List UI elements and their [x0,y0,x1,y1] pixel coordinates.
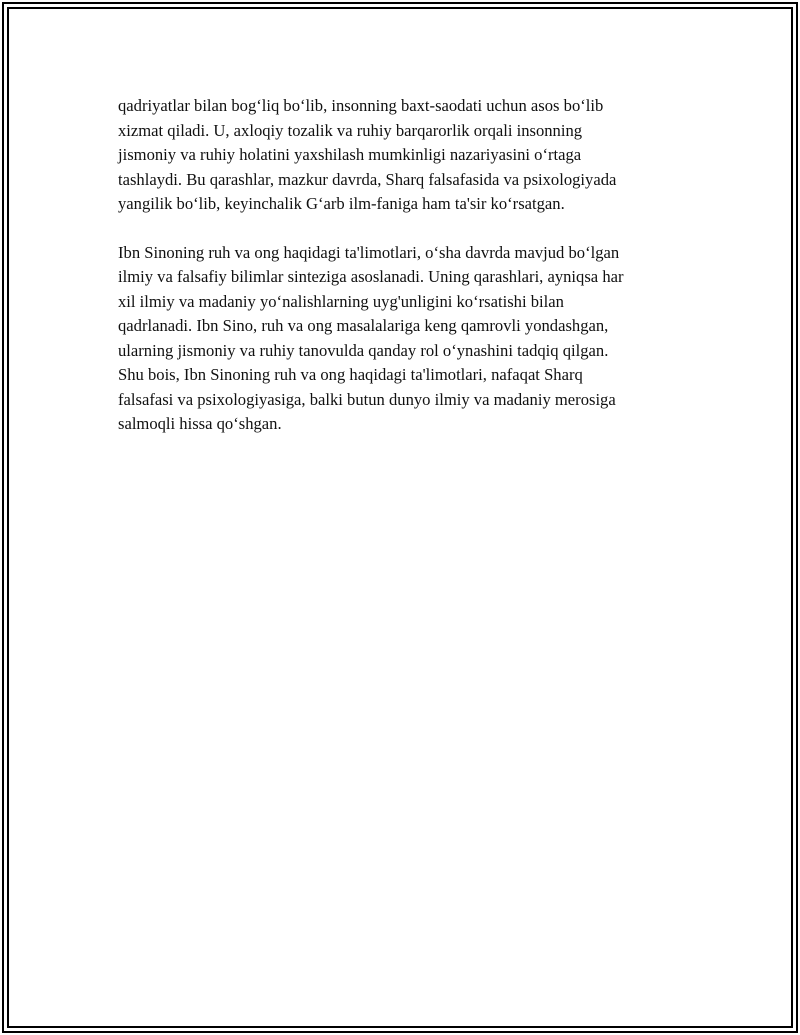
text-line: jismoniy va ruhiy holatini yaxshilash mumkinligi nazariyasini o‘rtaga [118,145,582,164]
text-line: salmoqli hissa qo‘shgan. [118,414,282,433]
text-line: xil ilmiy va madaniy yo‘nalishlarning uyg'unligini ko‘rsatishi bilan [118,291,564,311]
text-line: Ibn Sinoning ruh va ong haqidagi ta'limotlari, o‘sha davrda mavjud bo‘lgan [118,242,620,262]
document-body [118,94,688,461]
text-line: Shu bois, Ibn Sinoning ruh va ong haqidagi ta'limotlari, nafaqat Sharq [118,365,583,384]
text-line: tashlaydi. Bu qarashlar, mazkur davrda, Sharq falsafasida va psixologiyada [118,169,617,189]
text-line: xizmat qiladi. U, axloqiy tozalik va ruhiy barqarorlik orqali insonning [118,120,583,140]
text-line: ularning jismoniy va ruhiy tanovulda qanday rol o‘ynashini tadqiq qilgan. [118,340,609,360]
text-line: qadrlanadi. Ibn Sino, ruh va ong masalalariga keng qamrovli yondashgan, [118,316,609,335]
text-line: qadriyatlar bilan bog‘liq bo‘lib, insonning baxt-saodati uchun asos bo‘lib [118,96,604,115]
paragraph-1 [118,94,688,217]
text-line: ilmiy va falsafiy bilimlar sinteziga asoslanadi. Uning qarashlari, ayniqsa har [118,267,624,286]
paragraph-2 [118,241,688,437]
text-line: falsafasi va psixologiyasiga, balki butun dunyo ilmiy va madaniy merosiga [118,389,616,409]
text-line: yangilik bo‘lib, keyinchalik G‘arb ilm-faniga ham ta'sir ko‘rsatgan. [118,194,565,213]
